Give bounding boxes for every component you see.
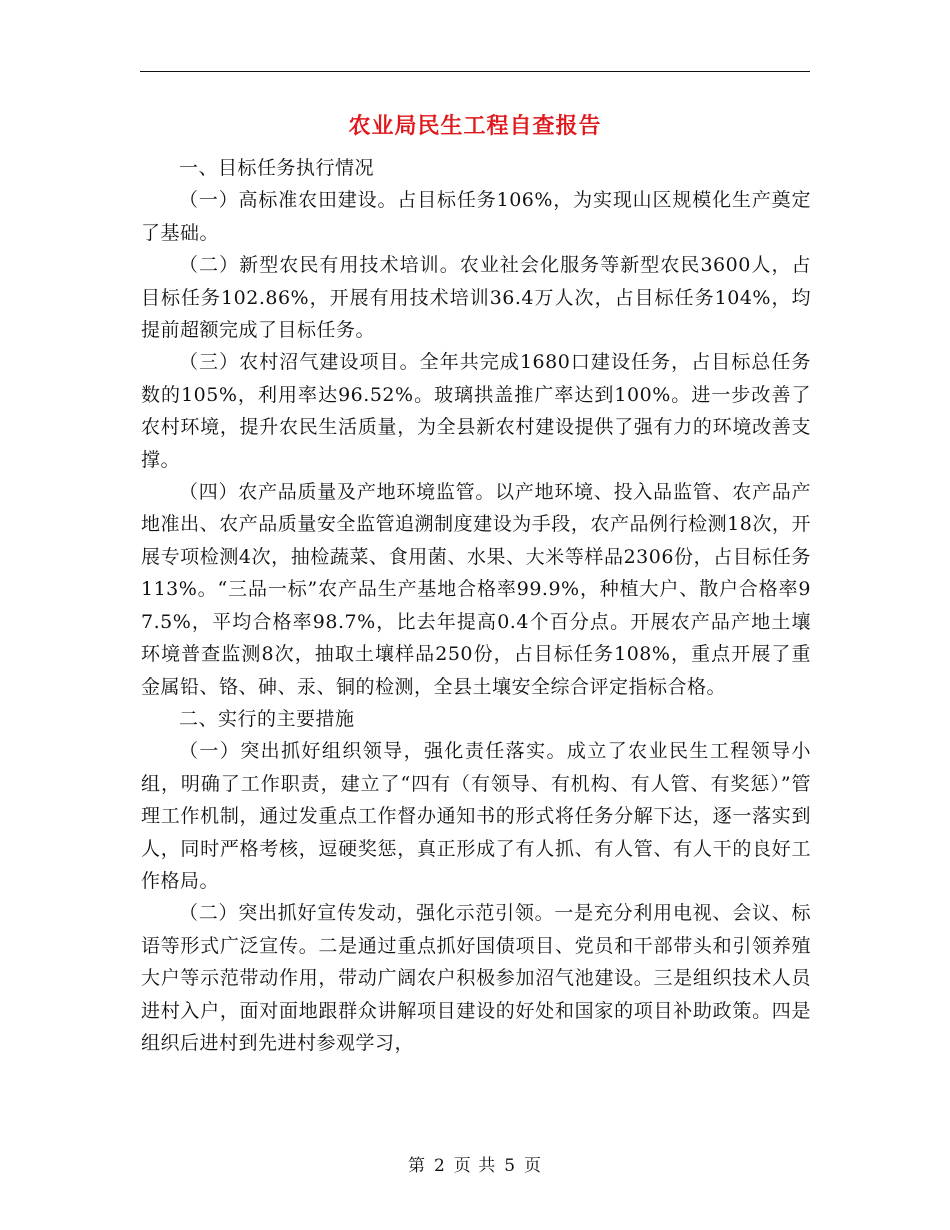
paragraph-farmer-training: （二）新型农民有用技术培训。农业社会化服务等新型农民3600人，占目标任务102.86%，开展有用技术培训36.4万人次，占目标任务104%，均提前超额完成了目标任务。 (141, 254, 811, 342)
paragraph-farmland: （一）高标准农田建设。占目标任务106%，为实现山区规模化生产奠定了基础。 (141, 189, 811, 244)
header-rule (140, 71, 810, 72)
footer-total-pages: 5 (504, 1156, 517, 1176)
paragraph-biogas: （三）农村沼气建设项目。全年共完成1680口建设任务，占目标总任务数的105%，利用率达96.52%。玻璃拱盖推广率达到100%。进一步改善了农村环境，提升农民生活质量，为全县新农村建设提供了强有力的环境改善支撑。 (141, 351, 811, 471)
footer-prefix: 第 (407, 1156, 426, 1176)
paragraph-organization: （一）突出抓好组织领导，强化责任落实。成立了农业民生工程领导小组，明确了工作职责，建立了“四有（有领导、有机构、有人管、有奖惩）”管理工作机制，通过发重点工作督办通知书的形式将任务分解下达，逐一落实到人，同时严格考核，逗硬奖惩，真正形成了有人抓、有人管、有人干的良好工作格局。 (141, 740, 811, 892)
paragraph-quality-supervision: （四）农产品质量及产地环境监管。以产地环境、投入品监管、农产品产地准出、农产品质量安全监管追溯制度建设为手段，农产品例行检测18次，开展专项检测4次，抽检蔬菜、食用菌、水果、大米等样品2306份，占目标任务113%。“三品一标”农产品生产基地合格率99.9%，种植大户、散户合格率97.5%，平均合格率98.7%，比去年提高0.4个百分点。开展农产品产地土壤环境普查监测8次，抽取土壤样品250份，占目标任务108%，重点开展了重金属铅、铬、砷、汞、铜的检测，全县土壤安全综合评定指标合格。 (141, 481, 811, 698)
footer-middle: 页 共 (453, 1156, 497, 1176)
footer-page-number: 2 (433, 1156, 446, 1176)
section-heading-2: 二、实行的主要措施 (179, 707, 355, 730)
document-body (141, 152, 811, 1059)
page-footer (0, 1154, 950, 1178)
paragraph-publicity: （二）突出抓好宣传发动，强化示范引领。一是充分利用电视、会议、标语等形式广泛宣传。二是通过重点抓好国债项目、党员和干部带头和引领养殖大户等示范带动作用，带动广阔农户积极参加沼气池建设。三是组织技术人员进村入户，面对面地跟群众讲解项目建设的好处和国家的项目补助政策。四是组织后进村到先进村参观学习， (141, 902, 811, 1054)
section-heading-1: 一、目标任务执行情况 (179, 157, 375, 179)
footer-suffix: 页 (524, 1156, 543, 1176)
document-title: 农业局民生工程自查报告 (348, 113, 602, 139)
